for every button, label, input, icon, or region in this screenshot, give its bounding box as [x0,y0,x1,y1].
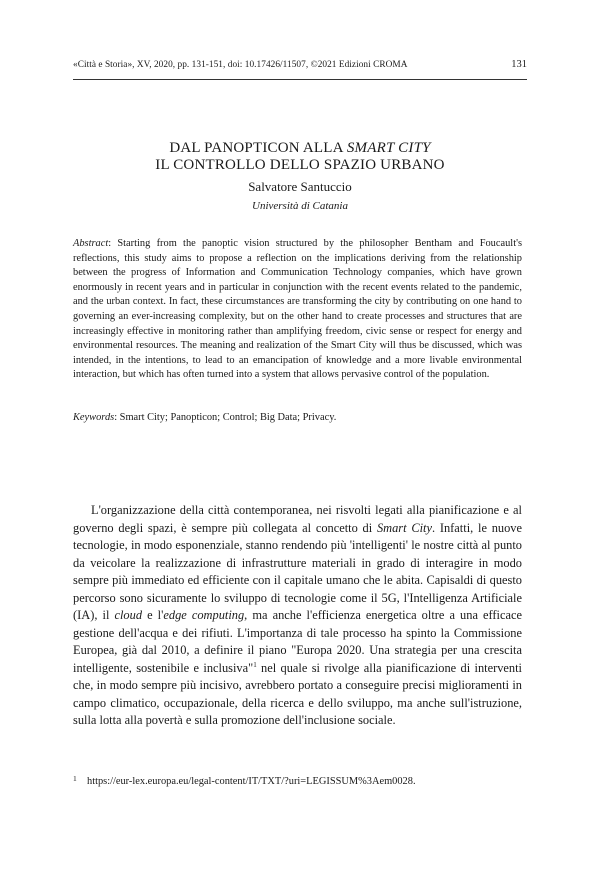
author-name: Salvatore Santuccio [248,179,352,194]
author-affiliation: Università di Catania [252,200,348,212]
keywords [73,411,522,426]
body-segment-5: nel quale si rivolge alla pianificazione di interventi che, in modo sempre più incisivo, avrebbero portato a conseguire precisi miglioramenti in campo climatico, occupazionale, della ricerca e dello sviluppo, ma anche sull'istruzione, sulla lotta alla povertà e sulla promozione dell'inclusione sociale. [73,660,523,727]
body-italic-edge-computing: edge computing [163,608,245,622]
body-italic-cloud: cloud [114,608,143,622]
abstract-text: : Starting from the panoptic vision structured by the philosopher Bentham and Foucault's reflections, this study aims to propose a reflection on the implications deriving from the relationship between the progress of Information and Communication Technology companies, which have grown enormously in recent years and in particular in conjunction with the recent events related to the pandemic, and the urban context. In fact, these circumstances are transforming the city by contributing on one hand to governing an ever-increasing complexity, but on the other hand to create processes and structures that are increasingly effective in monitoring rather than amplifying freedom, civic sense or respect for energy and environmental resources. The meaning and realization of the Smart City will thus be discussed, which was intended, in the intentions, to lead to an emancipation of knowledge and a more livable environmental interaction, but which has often turned into a system that allows pervasive control of the population. [73,238,522,381]
footnote-reference[interactable]: 1 [253,660,257,669]
footnote [73,772,522,789]
body-segment-2: . Infatti, le nuove tecnologie, in modo esponenziale, stanno rendendo più 'intelligenti' le nostre città al punto da veicolare la realizzazione di infrastrutture materiali in grado di interagire in modo sempre più immediato ed efficiente con il capitale umano che le abita. Capisaldi di questo percorso sono sicuramente lo sviluppo di tecnologie come il 5G, l'Intelligenza Artificiale (IA), il [73,520,522,622]
title-line1-italic: SMART CITY [346,140,431,156]
body-paragraph [73,502,522,730]
keywords-label: Keywords [73,412,115,423]
body-segment-3: e l' [142,608,164,622]
article-title [73,140,527,174]
keywords-text: : Smart City; Panopticon; Control; Big Data; Privacy. [114,412,337,423]
body-segment-1: L'organizzazione della città contemporanea, nei risvolti legati alla pianificazione e al governo degli spazi, è sempre più collegata al concetto di [73,503,522,535]
abstract [73,237,522,383]
footnote-mark: 1 [73,774,77,783]
footnote-link[interactable]: https://eur-lex.europa.eu/legal-content/IT/TXT/?uri=LEGISSUM%3Aem0028. [87,776,416,787]
header-rule [73,79,527,80]
title-line1-prefix: DAL PANOPTICON ALLA [169,140,347,156]
body-segment-4: , ma anche l'efficienza energetica oltre a una efficace gestione dell'acqua e dei rifiuti. L'importanza di tale processo ha spinto la Commissione Europea, già dal 2010, a definire il piano "Europa 2020. Una strategia per una crescita intelligente, sostenibile e inclusiva" [73,608,523,675]
running-header [73,60,527,74]
running-head: «Città e Storia», XV, 2020, pp. 131-151, doi: 10.17426/11507, ©2021 Edizioni CROMA [73,60,408,70]
abstract-label: Abstract [73,238,109,249]
title-line2: IL CONTROLLO DELLO SPAZIO URBANO [155,157,445,173]
body-text [73,502,522,730]
body-italic-smart-city: Smart City [376,520,432,535]
page-number: 131 [511,59,527,70]
